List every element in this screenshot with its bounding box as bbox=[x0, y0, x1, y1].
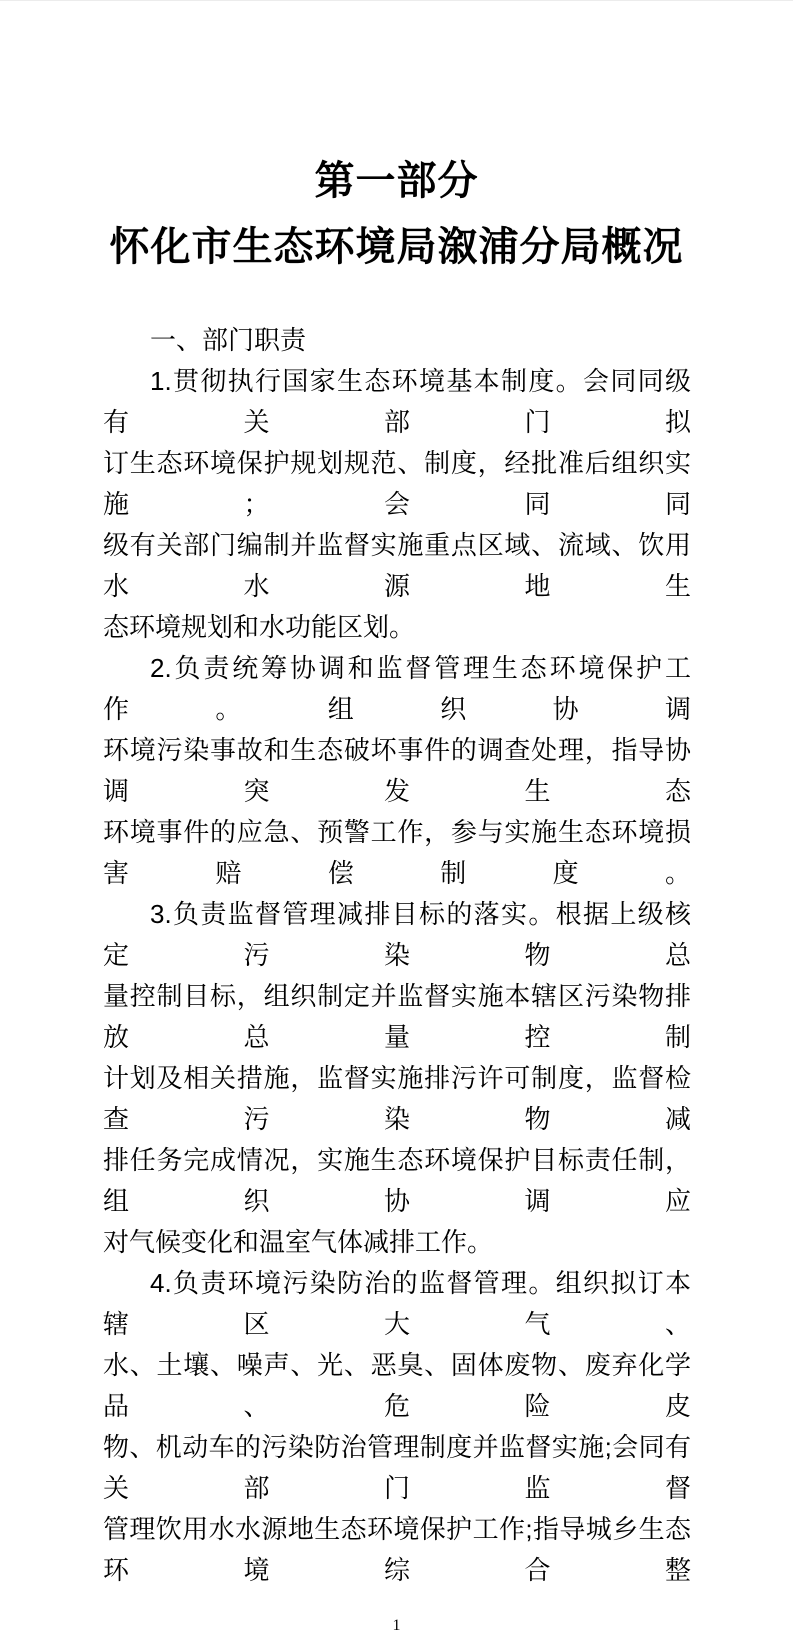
body-line: 量控制目标，组织制定并监督实施本辖区污染物排放总量控制 bbox=[103, 981, 691, 1052]
document-title-part: 第一部分 bbox=[314, 159, 479, 203]
body-line: 订生态环境保护规划规范、制度，经批准后组织实施；会同同 bbox=[103, 448, 691, 519]
title-block bbox=[0, 1, 793, 280]
body-line: 排任务完成情况，实施生态环境保护目标责任制，组织协调应 bbox=[103, 1145, 691, 1216]
document-title-name: 怀化市生态环境局溆浦分局概况 bbox=[109, 225, 684, 269]
body-line: 1.贯彻执行国家生态环境基本制度。会同同级有关部门拟 bbox=[103, 366, 691, 437]
body-line: 3.负责监督管理减排目标的落实。根据上级核定污染物总 bbox=[103, 899, 691, 970]
body-line: 级有关部门编制并监督实施重点区域、流域、饮用水水源地生 bbox=[103, 530, 691, 601]
body-line: 水、土壤、噪声、光、恶臭、固体废物、废弃化学品、危险皮 bbox=[103, 1350, 691, 1421]
body-line: 环境污染事故和生态破坏事件的调查处理，指导协调突发生态 bbox=[103, 735, 691, 806]
body-line: 态环境规划和水功能区划。 bbox=[103, 612, 416, 642]
page-number: 1 bbox=[392, 1617, 401, 1634]
body-line: 对气候变化和温室气体减排工作。 bbox=[103, 1227, 494, 1257]
body-line: 2.负责统筹协调和监督管理生态环境保护工作。组织协调 bbox=[103, 653, 691, 724]
body-line: 环境事件的应急、预警工作，参与实施生态环境损害赔偿制度。 bbox=[103, 817, 691, 888]
section-heading: 一、部门职责 bbox=[150, 325, 307, 355]
body-line: 管理饮用水水源地生态环境保护工作;指导城乡生态环境综合整 bbox=[103, 1514, 691, 1585]
document-body bbox=[0, 320, 793, 1591]
body-line: 4.负责环境污染防治的监督管理。组织拟订本辖区大气、 bbox=[103, 1268, 691, 1339]
body-line: 计划及相关措施，监督实施排污许可制度，监督检查污染物减 bbox=[103, 1063, 691, 1134]
body-line: 物、机动车的污染防治管理制度并监督实施;会同有关部门监督 bbox=[103, 1432, 691, 1503]
